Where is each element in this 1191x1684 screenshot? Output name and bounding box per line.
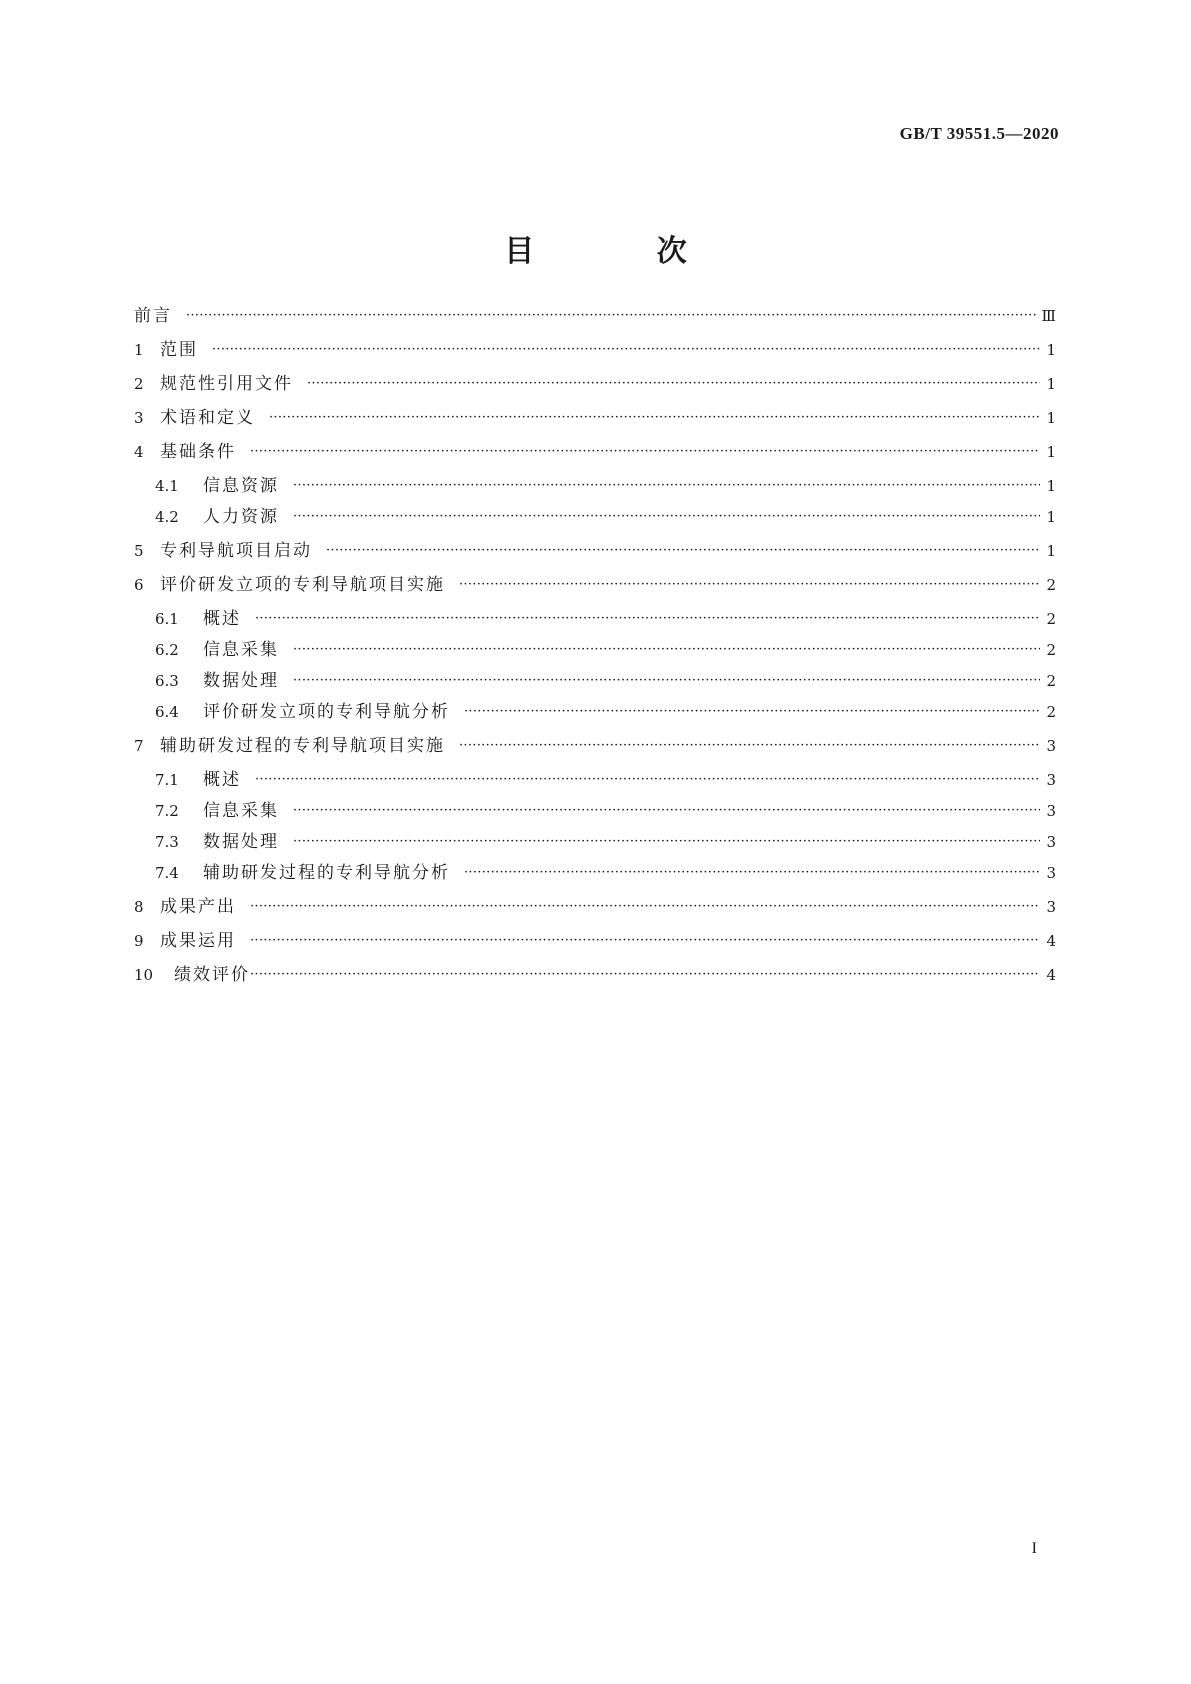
toc-entry-label: 辅助研发过程的专利导航项目实施 xyxy=(160,736,445,756)
toc-entry-number: 5 xyxy=(134,542,144,560)
toc-entry-1[interactable] xyxy=(134,338,1056,362)
toc-entry-7-4[interactable] xyxy=(155,861,1056,885)
toc-entry-page: 1 xyxy=(1046,477,1056,495)
toc-leader-dots xyxy=(326,539,1040,563)
toc-entry-6-3[interactable] xyxy=(155,669,1056,693)
toc-leader-dots xyxy=(293,474,1040,498)
toc-entry-6-4[interactable] xyxy=(155,700,1056,724)
toc-leader-dots xyxy=(464,861,1040,885)
toc-entry-page: 1 xyxy=(1046,508,1056,526)
toc-entry-number: 7.2 xyxy=(155,802,179,820)
toc-entry-7-1[interactable] xyxy=(155,768,1056,792)
toc-entry-page: 3 xyxy=(1046,802,1056,820)
toc-entry-page: 1 xyxy=(1046,443,1056,461)
toc-entry-number: 6.2 xyxy=(155,641,179,659)
toc-leader-dots xyxy=(250,963,1040,987)
toc-entry-4-1[interactable] xyxy=(155,474,1056,498)
toc-entry-number: 6 xyxy=(134,576,144,594)
toc-entry-page: 1 xyxy=(1046,542,1056,560)
toc-entry-number: 7.1 xyxy=(155,771,179,789)
toc-entry-5[interactable] xyxy=(134,539,1056,563)
toc-entry-label: 成果运用 xyxy=(160,931,236,951)
toc-entry-7-2[interactable] xyxy=(155,799,1056,823)
toc-entry-6-1[interactable] xyxy=(155,607,1056,631)
toc-entry-page: 1 xyxy=(1046,341,1056,359)
toc-entry-page: 3 xyxy=(1046,864,1056,882)
toc-entry-page: 3 xyxy=(1046,898,1056,916)
toc-leader-dots xyxy=(464,700,1040,724)
toc-leader-dots xyxy=(269,406,1040,430)
toc-entry-label: 评价研发立项的专利导航项目实施 xyxy=(160,575,445,595)
toc-entry-7-3[interactable] xyxy=(155,830,1056,854)
toc-leader-dots xyxy=(250,440,1040,464)
toc-entry-label: 成果产出 xyxy=(160,897,236,917)
toc-entry-number: 4 xyxy=(134,443,144,461)
toc-entry-label: 数据处理 xyxy=(203,671,279,691)
toc-entry-label: 范围 xyxy=(160,340,198,360)
toc-leader-dots xyxy=(250,929,1040,953)
toc-entry-number: 4.1 xyxy=(155,477,179,495)
toc-entry-page: 4 xyxy=(1046,966,1056,984)
toc-entry-page: 4 xyxy=(1046,932,1056,950)
toc-leader-dots xyxy=(293,638,1040,662)
toc-entry-number: 7.4 xyxy=(155,864,179,882)
toc-entry-label: 信息采集 xyxy=(203,640,279,660)
page-number: I xyxy=(1031,1540,1037,1557)
toc-leader-dots xyxy=(459,734,1040,758)
toc-entry-9[interactable] xyxy=(134,929,1056,953)
toc-entry-label: 概述 xyxy=(203,609,241,629)
toc-entry-number: 9 xyxy=(134,932,144,950)
toc-entry-page: 2 xyxy=(1046,703,1056,721)
toc-entry-10[interactable] xyxy=(134,963,1056,987)
toc-entry-label: 信息资源 xyxy=(203,476,279,496)
toc-entry-number: 7 xyxy=(134,737,144,755)
toc-entry-label: 基础条件 xyxy=(160,442,236,462)
toc-entry-page: 2 xyxy=(1046,672,1056,690)
toc-entry-label: 辅助研发过程的专利导航分析 xyxy=(203,863,450,883)
toc-leader-dots xyxy=(307,372,1040,396)
toc-entry-page: 3 xyxy=(1046,737,1056,755)
toc-entry-4-2[interactable] xyxy=(155,505,1056,529)
toc-entry-number: 10 xyxy=(134,966,154,984)
toc-entry-page: 2 xyxy=(1046,641,1056,659)
toc-leader-dots xyxy=(255,768,1040,792)
toc-entry-7[interactable] xyxy=(134,734,1056,758)
toc-entry-label: 评价研发立项的专利导航分析 xyxy=(203,702,450,722)
toc-entry-label: 术语和定义 xyxy=(160,408,255,428)
toc-entry-page: 1 xyxy=(1046,409,1056,427)
toc-leader-dots xyxy=(255,607,1040,631)
standard-code: GB/T 39551.5—2020 xyxy=(899,124,1059,143)
toc-leader-dots xyxy=(186,304,1036,328)
toc-entry-3[interactable] xyxy=(134,406,1056,430)
toc-entry-number: 6.3 xyxy=(155,672,179,690)
toc-entry-page: 3 xyxy=(1046,771,1056,789)
toc-leader-dots xyxy=(459,573,1040,597)
toc-entry-number: 8 xyxy=(134,898,144,916)
toc-entry-label: 绩效评价 xyxy=(174,965,250,985)
toc-entry-label: 人力资源 xyxy=(203,507,279,527)
toc-entry-foreword[interactable] xyxy=(134,304,1056,328)
toc-entry-label: 前言 xyxy=(134,306,172,326)
toc-entry-label: 数据处理 xyxy=(203,832,279,852)
toc-entry-page: 1 xyxy=(1046,375,1056,393)
toc-entry-page: Ⅲ xyxy=(1041,307,1056,325)
toc-leader-dots xyxy=(212,338,1040,362)
toc-leader-dots xyxy=(293,799,1040,823)
page-title: 目 次 xyxy=(504,234,743,269)
toc-entry-page: 3 xyxy=(1046,833,1056,851)
toc-leader-dots xyxy=(293,830,1040,854)
toc-entry-page: 2 xyxy=(1046,576,1056,594)
toc-entry-page: 2 xyxy=(1046,610,1056,628)
toc-entry-number: 6.4 xyxy=(155,703,179,721)
toc-entry-6-2[interactable] xyxy=(155,638,1056,662)
toc-entry-number: 1 xyxy=(134,341,144,359)
toc-leader-dots xyxy=(293,505,1040,529)
toc-entry-2[interactable] xyxy=(134,372,1056,396)
toc-entry-label: 规范性引用文件 xyxy=(160,374,293,394)
toc-entry-number: 7.3 xyxy=(155,833,179,851)
toc-entry-label: 信息采集 xyxy=(203,801,279,821)
toc-entry-8[interactable] xyxy=(134,895,1056,919)
toc-entry-number: 4.2 xyxy=(155,508,179,526)
toc-leader-dots xyxy=(250,895,1040,919)
toc-entry-number: 2 xyxy=(134,375,144,393)
toc-entry-4[interactable] xyxy=(134,440,1056,464)
toc-entry-6[interactable] xyxy=(134,573,1056,597)
toc-leader-dots xyxy=(293,669,1040,693)
toc-entry-number: 3 xyxy=(134,409,144,427)
toc-entry-number: 6.1 xyxy=(155,610,179,628)
toc-entry-label: 专利导航项目启动 xyxy=(160,541,312,561)
toc-entry-label: 概述 xyxy=(203,770,241,790)
